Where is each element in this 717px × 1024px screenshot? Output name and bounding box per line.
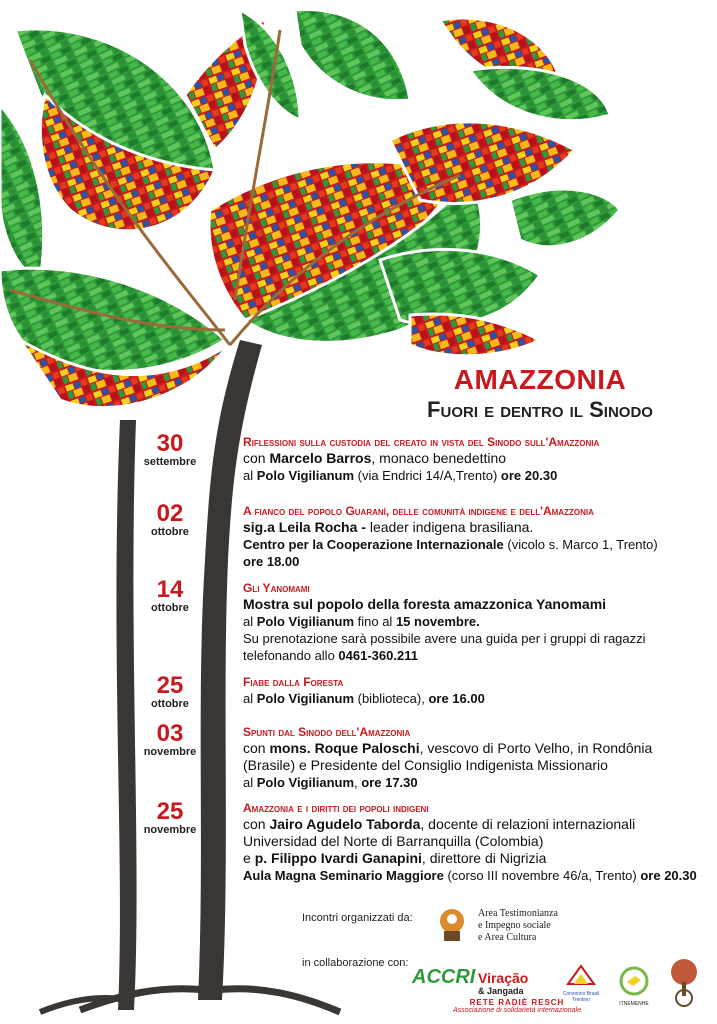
speaker: mons. Roque Paloschi [269,740,420,756]
text: fino al [354,614,396,629]
text: Consorzio Brasil Trentino [562,991,600,1003]
event-day: 02 [156,500,184,527]
text: Su prenotazione sarà possibile avere una guida per i gruppi di ragazzi [243,631,646,646]
text: al [243,775,257,790]
bird-circle-icon [619,966,649,996]
text: telefonando allo [243,648,339,663]
venue: Polo Vigilianum [256,691,355,706]
text: RETE RADIÈ RESCH [469,998,565,1007]
speaker: p. Filippo Ivardi Ganapini [254,850,422,866]
text: Area Testimonianza [478,908,558,919]
text: , [354,775,362,790]
event-month: ottobre [151,602,189,614]
event-day: 25 [156,672,184,699]
speaker: sig.a Leila Rocha - [243,519,370,535]
text: (corso III novembre 46/a, Trento) [443,868,641,883]
tree-logo-icon [664,956,704,1008]
area-text [478,908,558,944]
page-subtitle: Fuori e dentro il Sinodo [427,397,653,422]
text: con [243,740,270,756]
event-date [120,674,220,711]
organized-by-label: Incontri organizzati da: [302,912,413,924]
event-description: Mostra sul popolo della foresta amazzonica Yanomami [243,596,607,612]
event-5 [243,724,703,791]
event-heading: Amazzonia e i diritti dei popoli indigeni [243,801,429,815]
venue: Polo Vigilianum [256,468,355,483]
event-heading: Fiabe dalla Foresta [243,675,344,689]
event-date [120,432,220,469]
collaboration-label: in collaborazione con: [302,957,409,969]
time: ore 18.00 [243,554,300,569]
event-day: 03 [156,720,184,747]
text: con [243,450,270,466]
event-day: 25 [156,798,184,825]
event-1 [243,434,703,484]
text: Viração [478,970,529,986]
text: ITNEMENHE [619,1001,649,1007]
speaker: Marcelo Barros [269,450,372,466]
page-title: AMAZZONIA [453,364,627,395]
venue: Centro per la Cooperazione Internazionale [243,537,504,552]
event-month: novembre [143,746,197,758]
text: (Brasile) e Presidente del Consiglio Indigenista Missionario [243,757,608,773]
event-heading: Gli Yanomami [243,581,310,595]
venue: Aula Magna Seminario Maggiore [243,868,444,883]
event-month: settembre [143,456,197,468]
time: ore 16.00 [428,691,485,706]
text: e Impegno sociale [478,920,551,931]
text: Universidad del Norte di Barranquilla (Colombia) [243,833,544,849]
text: (vicolo s. Marco 1, Trento) [503,537,658,552]
time: ore 17.30 [361,775,418,790]
itnemenhe-logo [614,966,654,1007]
speaker: Jairo Agudelo Taborda [269,816,421,832]
diocese-logo-icon [432,905,472,945]
mountain-icon [566,964,596,986]
event-month: ottobre [151,526,189,538]
text: , docente di relazioni internazionali [420,816,636,832]
text: & Jangada [478,986,524,996]
text: , monaco benedettino [371,450,507,466]
event-heading: Riflessioni sulla custodia del creato in vista del Sinodo sull'Amazzonia [243,435,600,449]
rete-radie-resch-logo [442,998,592,1014]
end-date: 15 novembre. [395,614,480,629]
venue: Polo Vigilianum [256,614,355,629]
text: con [243,816,270,832]
text: , direttore di Nigrizia [421,850,547,866]
text: Associazione di solidarietà internazionale [452,1007,582,1014]
viracao-logo [478,970,528,996]
text: , vescovo di Porto Velho, in Rondônia [419,740,653,756]
text: al [243,691,257,706]
text: (via Endrici 14/A,Trento) [354,468,501,483]
accri-logo: ACCRI [412,966,476,988]
venue: Polo Vigilianum [256,775,355,790]
text: (biblioteca), [354,691,429,706]
text: al [243,614,257,629]
event-day: 30 [156,430,184,457]
event-6 [243,800,703,884]
event-month: ottobre [151,698,189,710]
event-3 [243,580,703,664]
text: al [243,468,257,483]
event-date [120,800,220,837]
event-month: novembre [143,824,197,836]
event-date [120,502,220,539]
text: e Area Cultura [478,932,537,943]
event-2 [243,503,703,570]
event-date [120,578,220,615]
event-heading: A fianco del popolo Guaraní, delle comunità indigene e dell'Amazzonia [243,504,594,518]
poster-title-block [380,364,700,424]
time: ore 20.30 [500,468,558,483]
event-heading: Spunti dal Sinodo dell'Amazzonia [243,725,411,739]
event-4 [243,674,703,707]
text: e [243,850,255,866]
phone: 0461-360.211 [338,648,418,663]
time: ore 20.30 [640,868,697,883]
text: leader indigena brasiliana. [369,519,534,535]
event-day: 14 [156,576,184,603]
event-date [120,722,220,759]
